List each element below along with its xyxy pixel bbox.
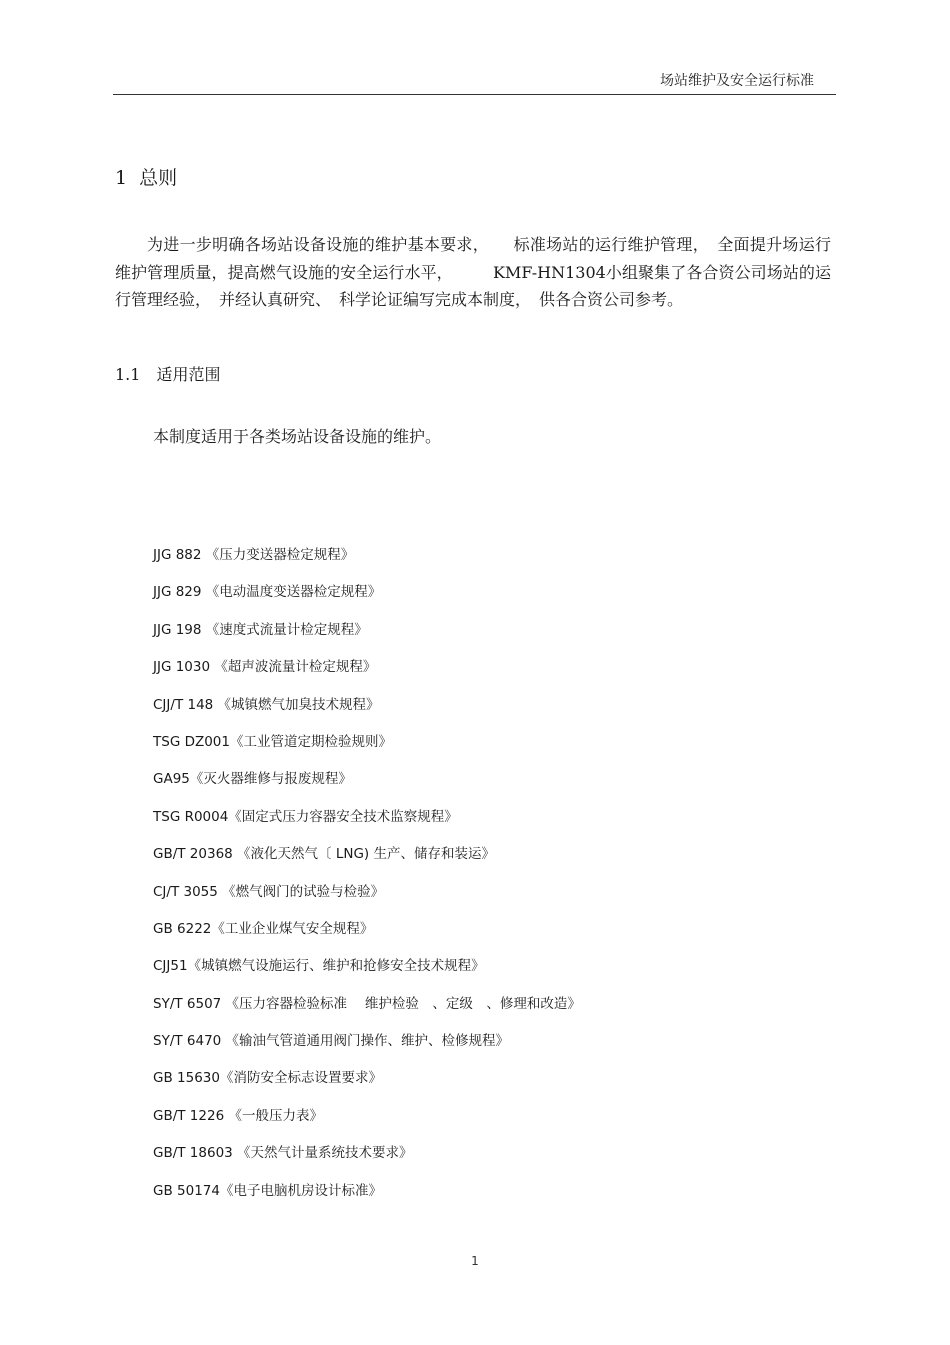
subsection-heading	[115, 362, 220, 385]
list-item: JJG 1030 《超声波流量计检定规程》	[153, 659, 377, 676]
list-item: GB 6222《工业企业煤气安全规程》	[153, 920, 374, 937]
reference-list	[153, 546, 581, 1219]
list-item: CJ/T 3055 《燃气阀门的试验与检验》	[153, 883, 385, 900]
section-title: 总则	[139, 167, 178, 189]
list-item: GB/T 20368 《液化天然气〔 LNG) 生产、储存和装运》	[153, 846, 495, 863]
list-item: GB 15630《消防安全标志设置要求》	[153, 1070, 382, 1087]
intro-paragraph	[115, 231, 831, 314]
subsection-title: 适用范围	[156, 365, 221, 384]
intro-text: 为进一步明确各场站设备设施的维护基本要求， 标准场站的运行维护管理， 全面提升场运行维护管理质量，提高燃气设施的安全运行水平， KMF-HN1304小组聚集了各合资公司场站的运行管理经验， 并经认真研究、 科学论证编写完成本制度， 供各合资公司参考。	[115, 235, 831, 309]
list-item: TSG R0004《固定式压力容器安全技术监察规程》	[153, 808, 458, 825]
list-item: JJG 198 《速度式流量计检定规程》	[153, 621, 368, 638]
header-divider	[113, 94, 836, 95]
list-item: CJJ/T 148 《城镇燃气加臭技术规程》	[153, 696, 380, 713]
list-item: CJJ51《城镇燃气设施运行、维护和抢修安全技术规程》	[153, 958, 485, 975]
list-item: GB/T 18603 《天然气计量系统技术要求》	[153, 1145, 413, 1162]
list-item: GA95《灭火器维修与报废规程》	[153, 771, 352, 788]
running-header: 场站维护及安全运行标准	[660, 73, 814, 89]
section-number: 1	[115, 167, 128, 189]
list-item: TSG DZ001《工业管道定期检验规则》	[153, 733, 392, 750]
list-item: JJG 882 《压力变送器检定规程》	[153, 547, 355, 563]
list-item: SY/T 6470 《输油气管道通用阀门操作、维护、检修规程》	[153, 1033, 510, 1050]
list-item: SY/T 6507 《压力容器检验标准 维护检验 、定级 、修理和改造》	[153, 995, 581, 1012]
list-item: GB/T 1226 《一般压力表》	[153, 1107, 323, 1124]
section-heading	[115, 163, 177, 190]
list-item: GB 50174《电子电脑机房设计标准》	[153, 1182, 382, 1199]
scope-text: 本制度适用于各类场站设备设施的维护。	[153, 427, 442, 446]
list-item: JJG 829 《电动温度变送器检定规程》	[153, 584, 382, 601]
page-number: 1	[471, 1254, 479, 1268]
subsection-number: 1.1	[115, 365, 141, 384]
